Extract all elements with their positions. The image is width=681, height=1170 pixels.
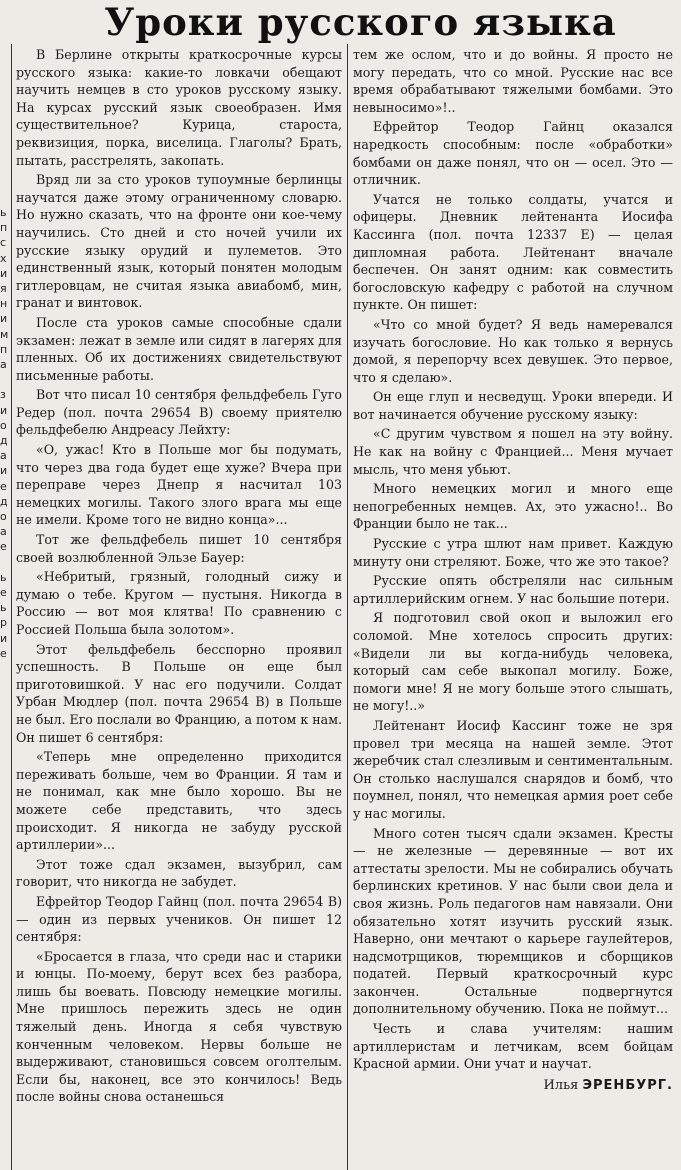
paragraph: В Берлине открыты краткосрочные курсы русского языка: какие-то ловкачи обещают научить немцев в сто уроков русскому языку. На курсах русский язык своеобразен. Имя существительное? Курица, староста, реквизиция, порка, виселица. Глаголы? Брать, пытать, расстрелять, закопать. bbox=[16, 47, 342, 168]
quote-paragraph: Русские с утра шлют нам привет. Каждую минуту они стреляют. Боже, что же это такое? bbox=[353, 536, 673, 569]
paragraph: Лейтенант Иосиф Кассинг тоже не зря провел три месяца на нашей земле. Этот жеребчик стал слезливым и сентиментальным. Он столько наслушался снарядов и бомб, что поумнел, понял, что немецкая армия роет себе у нас могилы. bbox=[353, 717, 673, 821]
paragraph: Ефрейтор Теодор Гайнц (пол. почта 29654 В) — один из первых учеников. Он пишет 12 сентября: bbox=[16, 893, 342, 945]
paragraph: Вот что писал 10 сентября фельдфебель Гуго Редер (пол. почта 29654 В) своему приятелю фельдфебелю Андреасу Лейхту: bbox=[16, 387, 342, 438]
quote-paragraph: «О, ужас! Кто в Польше мог бы подумать, что через два года будет еще хуже? Вчера при переправе через Днепр я насчитал 103 немецких могилы. Такого злого врага мы еще не имели. Кроме того не видно конца»... bbox=[16, 442, 342, 528]
author-last-name: ЭРЕНБУРГ. bbox=[582, 1077, 673, 1093]
paragraph: Он еще глуп и несведущ. Уроки впереди. И вот начинается обучение русскому языку: bbox=[353, 389, 673, 422]
paragraph: Этот фельдфебель бесспорно проявил успешность. В Польше он еще был приготовишкой. У нас его подучили. Солдат Урбан Мюдлер (пол. почта 29654 В) в Польше не был. Его послали во Францию, а потом к нам. Он пишет 6 сентября: bbox=[16, 641, 342, 745]
article-headline: Уроки русского языка bbox=[104, 0, 617, 44]
author-first-name: Илья bbox=[543, 1077, 579, 1093]
quote-paragraph: «Бросается в глаза, что среди нас и старики и юнцы. По-моему, берут всех без разбора, лишь бы воевать. Повсюду немецкие могилы. Мне пришлось пережить здесь не один тяжелый день. Иногда я себя чувствую конченным человеком. Нервы больше не выдерживают, становишься совсем оголтелым. Если бы, наконец, все это кончилось! Ведь после войны снова останешься bbox=[16, 948, 342, 1105]
paragraph: Учатся не только солдаты, учатся и офицеры. Дневник лейтенанта Иосифа Кассинга (пол. почта 12337 Е) — целая дипломная работа. Лейтенант вначале беспечен. Он занят одним: как совместить богословскую кафедру с работой на случном пункте. Он пишет: bbox=[353, 191, 673, 313]
paragraph: Этот тоже сдал экзамен, вызубрил, сам говорит, что никогда не забудет. bbox=[16, 856, 342, 890]
quote-paragraph: Я подготовил свой окоп и выложил его соломой. Мне хотелось спросить других: «Видели ли вы когда-нибудь человека, который сам себе выкопал могилу. Боже, помоги мне! Я не могу больше этого слышать, не могу!..» bbox=[353, 610, 673, 714]
paragraph: Ефрейтор Теодор Гайнц оказался наредкость способным: после «обработки» бомбами он даже понял, что он — осел. Это — отличник. bbox=[353, 119, 673, 188]
quote-paragraph: «С другим чувством я пошел на эту войну. Не как на войну с Францией... Меня мучает мысль, что меня убьют. bbox=[353, 426, 673, 477]
quote-paragraph: Русские опять обстреляли нас сильным артиллерийским огнем. У нас большие потери. bbox=[353, 573, 673, 606]
quote-paragraph: Много немецких могил и много еще непогребенных немцев. Ах, это ужасно!.. Во Франции было не так... bbox=[353, 481, 673, 532]
left-column-rule bbox=[11, 44, 12, 1170]
article-column-1 bbox=[16, 46, 342, 1168]
quote-paragraph: «Теперь мне определенно приходится переживать больше, чем во Франции. Я там и не понимал, как мне было хорошо. Вы не можете себе представить, что здесь происходит. Я никогда не забуду русской артиллерии»... bbox=[16, 749, 342, 853]
article-column-2 bbox=[353, 46, 673, 1168]
margin-text-fragment: ь п с х и я н и м п а з и о д а и е д о а е ь е ь р и е bbox=[0, 206, 9, 660]
quote-paragraph: «Небритый, грязный, голодный сижу и думаю о тебе. Кругом — пустыня. Никогда в Россию — вот моя клятва! По сравнению с Россией Польша была золотом». bbox=[16, 569, 342, 637]
paragraph: Тот же фельдфебель пишет 10 сентября своей возлюбленной Эльзе Бауер: bbox=[16, 532, 342, 565]
paragraph: Много сотен тысяч сдали экзамен. Кресты — не железные — деревянные — вот их аттестаты зрелости. Мы не собирались обучать берлинских кретинов. У нас были свои дела и своя жизнь. Роль педагогов нам навязали. Они обязательно хотят изучить русский язык. Наверно, они мечтают о карьере гаулейтеров, надсмотрщиков, тюремщиков и сборщиков податей. Первый краткосрочный курс закончен. Остальные подвергнутся дополнительному обучению. Пока не поймут... bbox=[353, 825, 673, 1017]
paragraph-continued: тем же ослом, что и до войны. Я просто не могу передать, что со мной. Русские нас все время обрабатывают тяжелыми бомбами. Это невыносимо»!.. bbox=[353, 47, 673, 115]
paragraph: Честь и слава учителям: нашим артиллеристам и летчикам, всем бойцам Красной армии. Они учат и научат. bbox=[353, 1021, 673, 1072]
quote-paragraph: «Что со мной будет? Я ведь намеревался изучать богословие. Но как только я вернусь домой, я перепорчу всех девушек. Это первое, что я сделаю». bbox=[353, 316, 673, 385]
author-signature bbox=[353, 1077, 673, 1095]
paragraph: После ста уроков самые способные сдали экзамен: лежат в земле или сидят в лагерях для пленных. Об их достижениях свидетельствуют письменные работы. bbox=[16, 314, 342, 383]
paragraph: Вряд ли за сто уроков тупоумные берлинцы научатся даже этому ограниченному словарю. Но нужно сказать, что на фронте они кое-чему научились. Сто дней и сто ночей учили их русские языку орудий и пулеметов. Это единственный язык, который понятен молодым гитлеровцам, не считая языка авиабомб, мин, гранат и винтовок. bbox=[16, 172, 342, 311]
center-column-rule bbox=[347, 44, 348, 1170]
